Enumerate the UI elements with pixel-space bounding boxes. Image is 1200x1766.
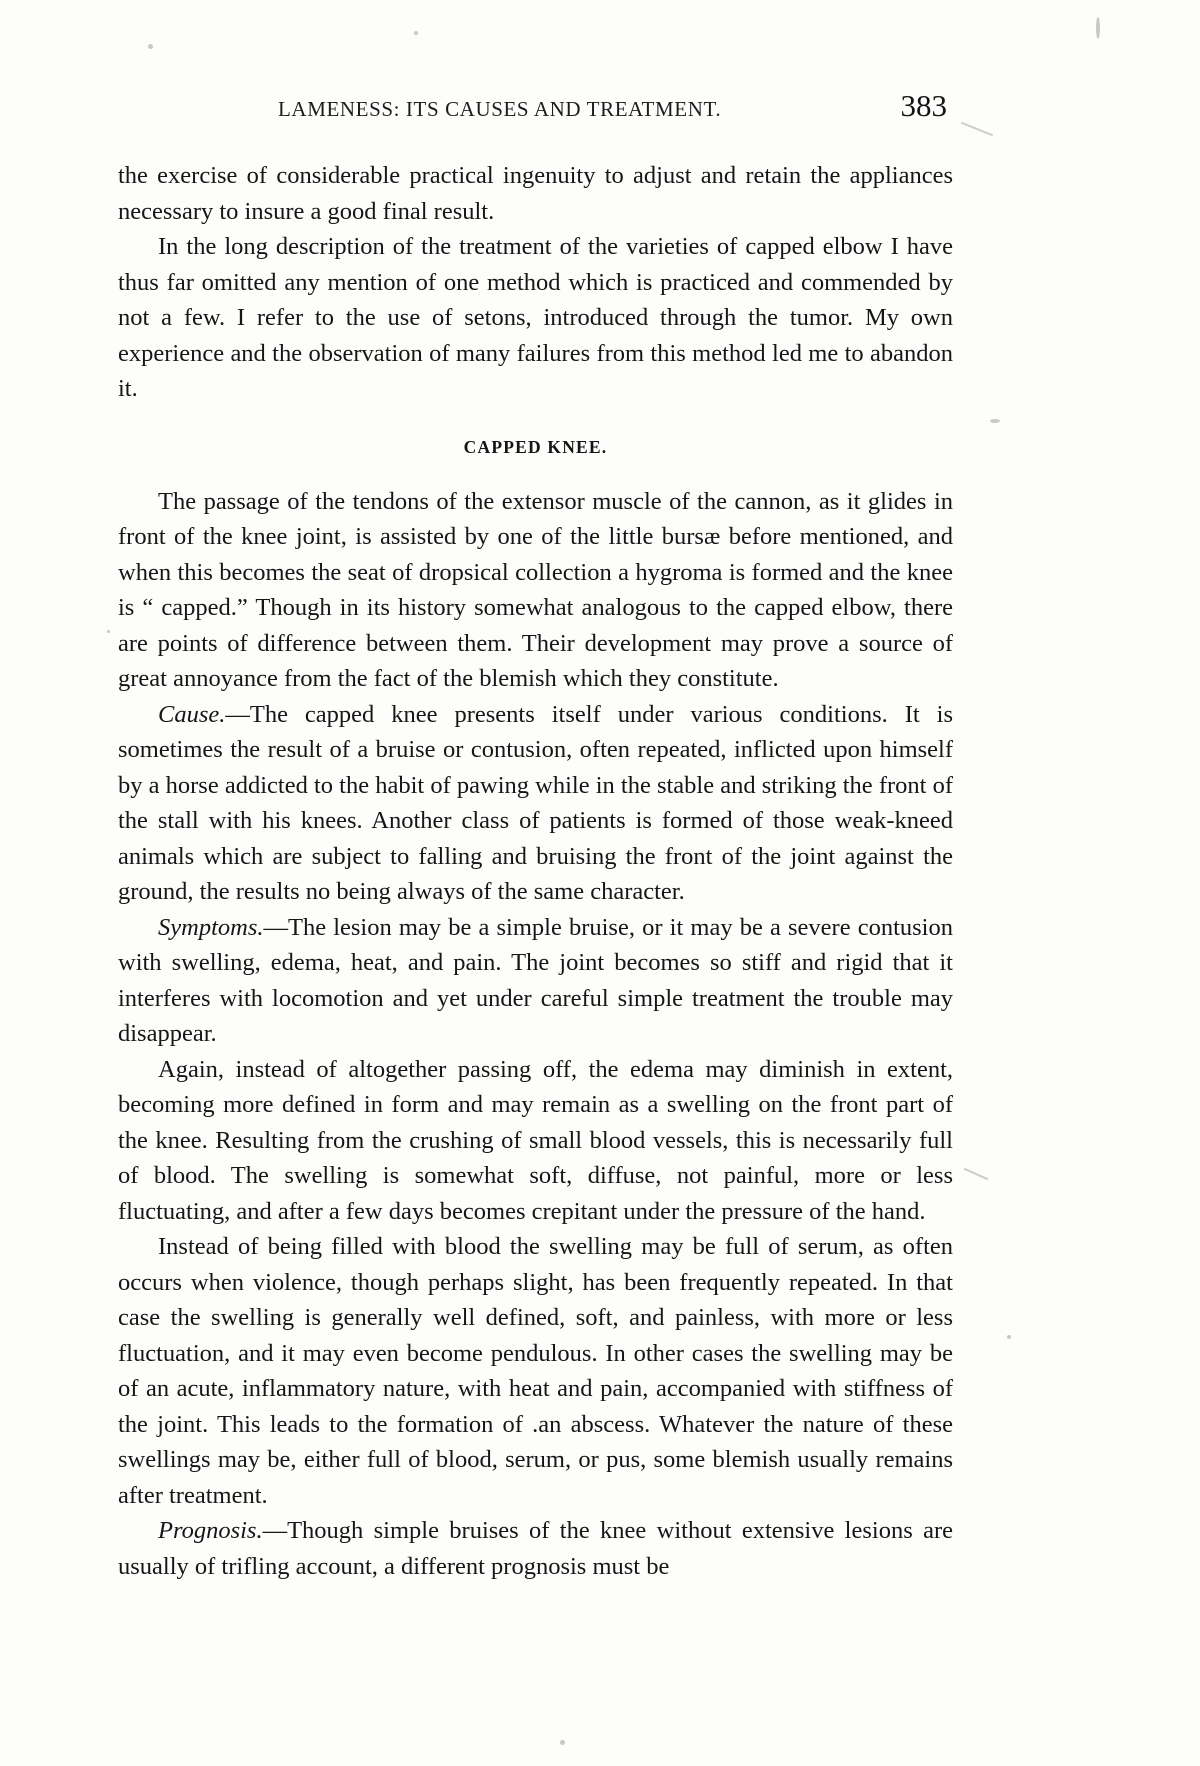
scan-speck [107, 630, 110, 633]
scan-speck [1096, 17, 1100, 39]
page-number: 383 [900, 88, 947, 123]
paragraph [118, 1513, 953, 1584]
scan-tick [964, 1168, 989, 1180]
scan-speck [414, 31, 418, 35]
paragraph [118, 910, 953, 1052]
paragraph: Again, instead of altogether passing off, the edema may diminish in extent, becoming more defined in form and may remain as a swelling on the front part of the knee. Resulting from the crushing of small blood vessels, this is necessarily full of blood. The swelling is somewhat soft, diffuse, not painful, more or less fluctuating, and after a few days becomes crepitant under the pressure of the hand. [118, 1055, 953, 1225]
page-content [118, 88, 953, 1584]
running-head [118, 88, 953, 124]
scan-speck [1007, 1335, 1011, 1339]
section-heading: CAPPED KNEE. [463, 436, 608, 457]
scan-speck [990, 419, 1000, 423]
scan-speck [560, 1740, 565, 1745]
paragraph-lead-term: Prognosis. [158, 1517, 263, 1544]
paragraph: the exercise of considerable practical ingenuity to adjust and retain the appliances necessary to insure a good final result. [118, 162, 953, 225]
paragraph: In the long description of the treatment of the varieties of capped elbow I have thus far omitted any mention of one method which is practiced and commended by not a few. I refer to the use of setons, introduced through the tumor. My own experience and the observation of many failures from this method led me to abandon it. [118, 233, 953, 402]
paragraph-lead-term: Cause. [158, 700, 226, 728]
paragraph-text: —Though simple bruises of the knee without extensive lesions are usually of trifling account, a different prognosis must be [118, 1517, 953, 1580]
scan-tick [961, 122, 993, 137]
running-head-title: LAMENESS: ITS CAUSES AND TREATMENT. [278, 97, 722, 121]
paragraph [118, 697, 953, 910]
paragraph-text: —The capped knee presents itself under various conditions. It is sometimes the result of a bruise or contusion, often repeated, inflicted upon himself by a horse addicted to the habit of pawing while in the stable and striking the front of the stall with his knees. Another class of patients is formed of those weak-kneed animals which are subject to falling and bruising the front of the joint against the ground, the results no being always of the same character. [118, 700, 953, 905]
paragraph-text: —The lesion may be a simple bruise, or it may be a severe contusion with swelling, edema, heat, and pain. The joint becomes so stiff and rigid that it interferes with locomotion and yet under careful simple treatment the trouble may disappear. [118, 913, 953, 1047]
paragraph: Instead of being filled with blood the swelling may be full of serum, as often occurs when violence, though perhaps slight, has been frequently repeated. In that case the swelling is generally well defined, soft, and painless, with more or less fluctuation, and it may even become pendulous. In other cases the swelling may be of an acute, inflammatory nature, with heat and pain, accompanied with stiffness of the joint. This leads to the formation of .an abscess. Whatever the nature of these swellings may be, either full of blood, serum, or pus, some blemish usually remains after treatment. [118, 1233, 953, 1509]
scan-speck [148, 44, 153, 49]
paragraph: The passage of the tendons of the extensor muscle of the cannon, as it glides in front of the knee joint, is assisted by one of the little bursæ before mentioned, and when this becomes the seat of dropsical collection a hygroma is formed and the knee is “ capped.” Though in its history somewhat analogous to the capped elbow, there are points of difference between them. Their development may prove a source of great annoyance from the fact of the blemish which they constitute. [118, 487, 953, 692]
paragraph-lead-term: Symptoms. [158, 913, 264, 941]
